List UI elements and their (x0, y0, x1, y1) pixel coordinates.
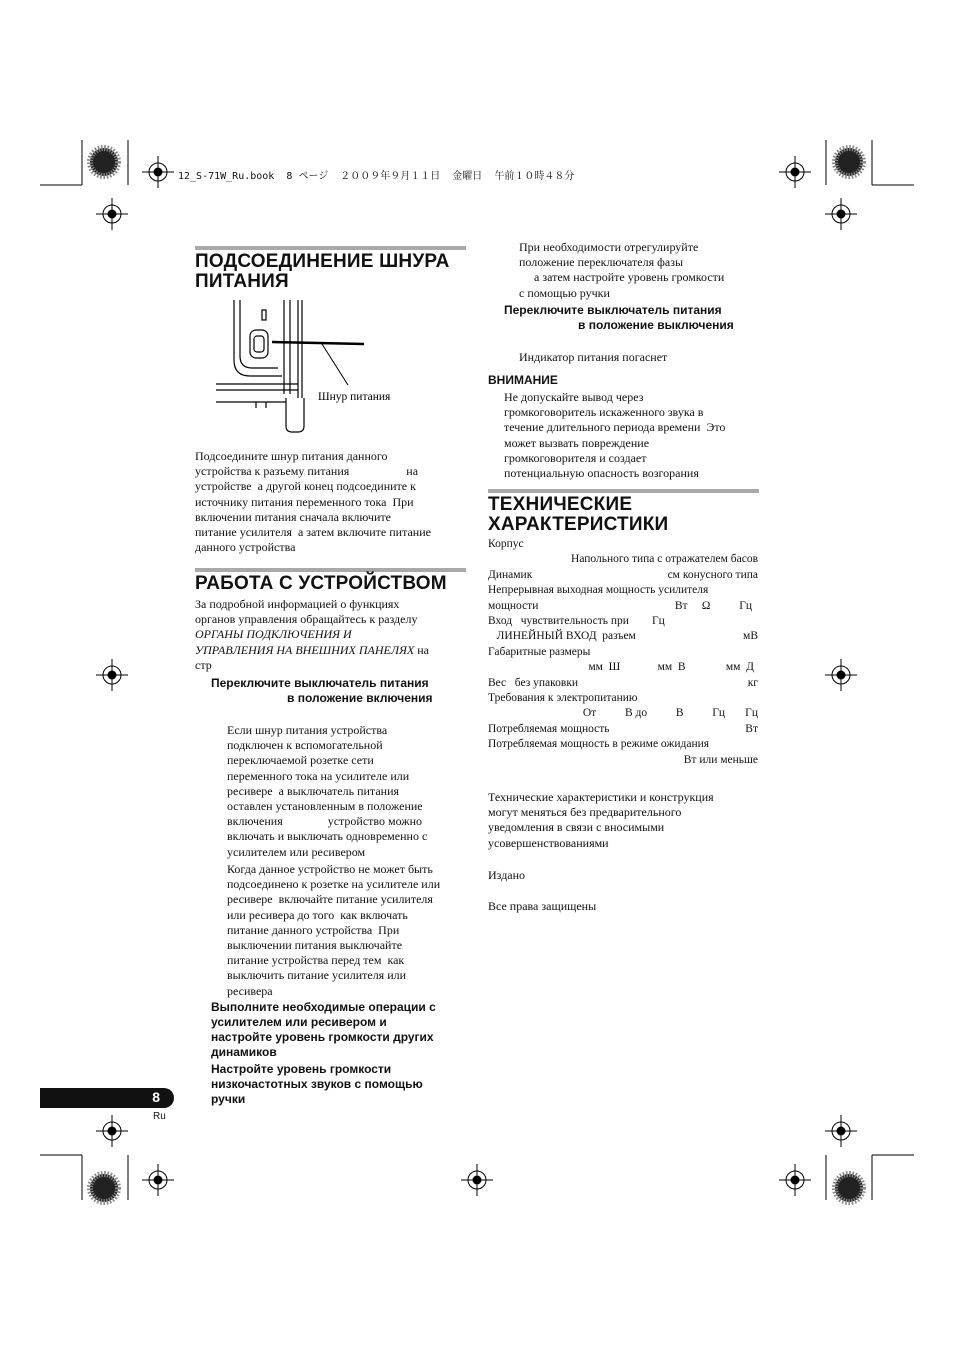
caution-title: ВНИМАНИЕ (488, 373, 558, 387)
step-adjust-bass: Настройте уровень громкости низкочастотных звуков с помощью ручки (211, 1062, 423, 1106)
specs-table (488, 538, 758, 770)
caution-text: Не допускайте вывод через громкоговоритель искаженного звука в течение длительного периода времени Это может вызвать повреждение громкоговорителя и создает потенциальную опасность возгорания (504, 390, 726, 481)
spec-row-right: Вт или меньше (683, 753, 758, 766)
figure-label: Шнур питания (318, 391, 391, 403)
section-rule (488, 489, 759, 493)
spec-row-left: Вход чувствительность при Гц (488, 615, 665, 627)
rights-label: Все права защищены (488, 899, 597, 913)
spec-row-left: Корпус (488, 538, 524, 550)
section-title-power: ПОДСОЕДИНЕНИЕ ШНУРА ПИТАНИЯ (195, 251, 450, 292)
page-number-tab (40, 1088, 174, 1108)
section-rule (195, 246, 466, 250)
spec-row-left: Динамик (488, 568, 533, 581)
spec-row-left: Потребляемая мощность (488, 722, 610, 735)
note-power-order: Когда данное устройство не может быть подсоединено к розетке на усилителе или ресивере включайте питание усилителя или ресивера до того как включать питание данного устройства При выключении питания выключайте питание устройства перед тем как выключить питание усилителя или ресивера (227, 862, 441, 998)
step-adjust-other: Выполните необходимые операции с усилителем или ресивером и настройте уровень громкости других динамиков (211, 1000, 436, 1059)
spec-row-right: см конусного типа (667, 568, 758, 581)
page-number: 8 (152, 1089, 160, 1105)
published-label: Издано (488, 868, 526, 882)
power-cord-illustration (212, 298, 412, 438)
language-code: Ru (153, 1111, 166, 1122)
section-title-operation: РАБОТА С УСТРОЙСТВОМ (195, 573, 447, 594)
spec-row-left: Требования к электропитанию (488, 692, 638, 704)
spec-row-left: Вес без упаковки (488, 676, 579, 689)
spec-row-left: ЛИНЕЙНЫЙ ВХОД разъем (488, 630, 636, 643)
spec-row-left: мощности (488, 599, 539, 612)
step-power-on: Переключите выключатель питания в положение включения (211, 676, 433, 705)
spec-row-right: Напольного типа с отражателем басов (571, 553, 758, 566)
specs-notice: Технические характеристики и конструкция могут меняться без предварительного уведомления в связи с вносимыми усовершенствованиями (488, 790, 714, 850)
spec-row-right: мм Ш мм В мм Д (588, 661, 754, 674)
spec-row-right: От В до В Гц Гц (582, 707, 758, 720)
phase-paragraph: При необходимости отрегулируйте положение переключателя фазы а затем настройте уровень громкости с помощью ручки (519, 240, 725, 300)
spec-row-left: Потребляемая мощность в режиме ожидания (488, 738, 710, 751)
spec-row-left: Непрерывная выходная мощность усилителя (488, 584, 709, 597)
spec-row-right: Вт Ω Гц (674, 599, 752, 612)
spec-row-left: Габаритные размеры (488, 645, 591, 658)
indicator-note: Индикатор питания погаснет (519, 350, 668, 364)
operation-intro: За подробной информацией о функциях органов управления обращайтесь к разделу ОРГАНЫ ПОДКЛЮЧЕНИЯ И УПРАВЛЕНИЯ НА ВНЕШНИХ ПАНЕЛЯХ на стр (195, 597, 429, 672)
print-header: 12_S-71W_Ru.book 8 ページ ２００９年９月１１日 金曜日 午前１０時４８分 (178, 171, 575, 182)
step-power-off: Переключите выключатель питания в положение выключения (504, 303, 734, 332)
section-title-specs: ТЕХНИЧЕСКИЕ ХАРАКТЕРИСТИКИ (488, 494, 669, 535)
power-paragraph: Подсоедините шнур питания данного устройства к разъему питания на устройстве а другой конец подсоедините к источнику питания переменного тока При включении питания сначала включите питание усилителя а затем включите питание данного устройства (195, 449, 431, 555)
spec-row-right: мВ (743, 630, 758, 643)
section-rule (195, 568, 466, 572)
spec-row-right: Вт (745, 722, 758, 735)
spec-row-right: кг (747, 676, 758, 689)
note-switched-outlet: Если шнур питания устройства подключен к вспомогательной переключаемой розетке сети переменного тока на усилителе или ресивере а выключатель питания оставлен установленным в положение включения устройство можно включать и выключать одновременно с усилителем или ресивером (227, 723, 428, 859)
